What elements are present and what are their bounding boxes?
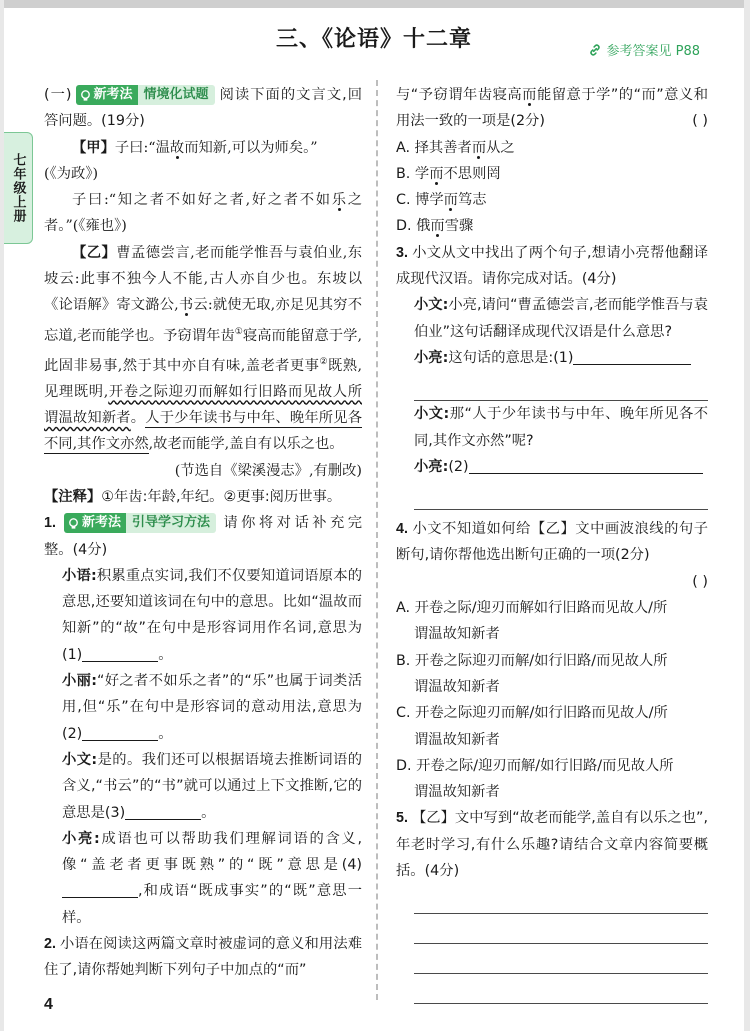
q3-dialogue-4 [414, 454, 708, 480]
option-post: 雪骤 [444, 218, 474, 235]
q2-option[interactable] [396, 213, 708, 239]
dotted-char: 而 [429, 165, 444, 182]
new-method-badge [76, 85, 215, 105]
section-intro-text: 阅读下面的文言文,回答问题。(19分) [44, 87, 363, 130]
section-intro [44, 82, 362, 135]
dialogue-text: 小亮,请问“曹孟德尝言,老而能学惟吾与袁伯业”这句话翻译成现代汉语是什么意思? [414, 297, 708, 340]
answer-blank[interactable] [82, 645, 158, 662]
badge-sub-text: 引导学习方法 [126, 513, 216, 533]
text-a-line2-post: 之者。”(《雍也》) [44, 192, 363, 235]
question-number: 2. [44, 936, 56, 953]
note-marker-1: ① [234, 326, 243, 337]
dialogue-text: 那“人于少年读书与中年、晚年所见各不同,其作文亦然”呢? [414, 406, 708, 449]
q2-option[interactable] [396, 187, 708, 213]
speaker: 小亮: [414, 349, 449, 366]
option-pre: B. 学 [396, 165, 430, 182]
page-title: 三、《论语》十二章 [275, 26, 472, 52]
q4-stem-text: 小文不知道如何给【乙】文中画波浪线的句子断句,请你帮他选出断句正确的一项(2分) [396, 521, 708, 564]
answer-ref-text: 参考答案见 P88 [606, 44, 700, 59]
q2-option[interactable] [396, 135, 708, 161]
option-pre: D. 俄 [396, 218, 431, 235]
column-divider [376, 80, 378, 1000]
notes [44, 484, 362, 510]
q2-stem-left [44, 931, 362, 984]
q1-stem-text: 请你将对话补充完整。(4分) [44, 515, 362, 558]
q3-dialogue-2 [414, 345, 708, 371]
answer-blank[interactable] [62, 881, 138, 898]
text-b-part4: 既熟,见理既明, [44, 357, 363, 400]
q1-dialogue-3 [62, 747, 362, 826]
speaker: 小亮: [414, 458, 449, 475]
dialogue-text: 这句话的意思是:(1) [448, 349, 574, 366]
workbook-page [4, 0, 744, 1031]
q2-stem-right-b: 能留意于学”的“而”意义和用法一致的一项是(2分) [396, 87, 709, 130]
answer-line[interactable] [414, 480, 708, 510]
answer-blank[interactable] [469, 457, 703, 474]
answer-line[interactable] [414, 884, 708, 914]
text-b-part2: 云:就使无取,亦足见其穷不忘道,老而能学也。予窃谓年齿 [44, 297, 363, 344]
dialogue-end: 。 [158, 646, 173, 663]
q4-option-cont: 谓温故知新者 [414, 784, 500, 801]
dotted-char: 故 [169, 139, 185, 156]
q4-option[interactable]: C. 开卷之际迎刃而解/如行旧路而见故人/所 [396, 705, 668, 722]
notes-label: 【注释】 [44, 488, 102, 505]
q1-stem [44, 510, 362, 563]
option-pre: C. 博学 [396, 192, 444, 209]
dialogue-text: (2) [448, 458, 469, 475]
q2-stem-right [396, 82, 708, 135]
question-number: 5. [396, 810, 408, 827]
question-number: 4. [396, 521, 408, 538]
text-b [44, 240, 362, 458]
answer-blank[interactable] [125, 803, 201, 820]
q3-dialogue-1 [414, 292, 708, 345]
answer-line[interactable] [414, 974, 708, 1004]
text-a-label: 【甲】 [72, 139, 115, 156]
dotted-char: 而 [430, 218, 445, 235]
q1-dialogue-4 [62, 826, 362, 931]
text-b-source: (节选自《梁溪漫志》,有删改) [174, 462, 362, 479]
dotted-char: 书 [178, 297, 194, 314]
option-post: 不思则罔 [443, 165, 501, 182]
question-number: 3. [396, 244, 408, 261]
q4-option-cont: 谓温故知新者 [414, 731, 500, 748]
speaker: 小亮: [62, 830, 100, 847]
dialogue-text: 是的。我们还可以根据语境去推断词语的含义,“书云”的“书”就可以通过上下文推断,它的意思是(3) [62, 751, 363, 821]
speaker: 小语: [62, 567, 97, 584]
text-a-line2-pre: 子曰:“知之者不如好之者,好之者不如 [72, 192, 332, 209]
answer-blank[interactable] [82, 724, 158, 741]
option-post: 笃志 [457, 192, 487, 209]
q5-stem [396, 805, 708, 884]
lightbulb-icon [79, 89, 92, 102]
answer-line[interactable] [414, 914, 708, 944]
new-method-badge [64, 513, 216, 533]
notes-text: ①年齿:年龄,年纪。②更事:阅历世事。 [101, 488, 342, 505]
q5-answer-area[interactable] [396, 884, 708, 1004]
text-a-line1-post: 而知新,可以为师矣。” [184, 139, 318, 156]
speaker: 小文: [414, 406, 450, 423]
dialogue-end: ,和成语“既成事实”的“既”意思一样。 [62, 883, 362, 926]
q3-dialogue-3 [414, 401, 708, 454]
answer-parentheses[interactable]: ( ) [692, 573, 708, 590]
q4-option[interactable]: A. 开卷之际/迎刃而解如行旧路而见故人/所 [396, 600, 668, 617]
left-column [44, 82, 362, 984]
q2-options [396, 135, 708, 240]
badge-sub-text: 情境化试题 [138, 85, 215, 105]
dotted-char: 而 [522, 87, 537, 103]
answer-reference [588, 40, 700, 59]
text-b-part1: 曹孟德尝言,老而能学惟吾与袁伯业,东坡云:此事不独今人不能,古人亦自少也。东坡以《论语解》寄文潞公, [44, 244, 362, 314]
text-b-label: 【乙】 [72, 244, 117, 261]
q1-dialogue-1 [62, 563, 362, 668]
link-icon [588, 43, 602, 57]
speaker: 小文: [62, 751, 98, 768]
page-number: 4 [44, 996, 53, 1013]
dialogue-text: “好之者不如乐之者”的“乐”也属于词类活用,但“乐”在句中是形容词的意动用法,意思为(2) [62, 673, 362, 742]
underlined-sentence: 人于少年读书与中年、晚年所见各不同,其作文亦然 [44, 410, 363, 453]
text-a-line1-src: (《为政》) [44, 165, 99, 182]
note-marker-2: ② [319, 356, 328, 367]
speaker: 小文: [414, 297, 449, 314]
section-prefix: (一) [44, 87, 72, 103]
q4-option-cont: 谓温故知新者 [414, 678, 500, 695]
dialogue-text: 积累重点实词,我们不仅要知道词语原本的意思,还要知道该词在句中的意思。比如“温故而知新”的“故”在句中是形容词用作名词,意思为(1) [62, 567, 363, 663]
q4-option-cont: 谓温故知新者 [414, 626, 500, 643]
text-b-part6: ,故老而能学,盖自有以乐之也。 [148, 436, 344, 453]
right-column [396, 82, 708, 1004]
q2-option[interactable] [396, 161, 708, 187]
speaker: 小丽: [62, 673, 98, 690]
answer-line[interactable] [414, 371, 708, 401]
q2-stem-text: 小语在阅读这两篇文章时被虚词的意义和用法难住了,请你帮她判断下列句子中加点的“而” [44, 936, 362, 979]
dotted-char: 而 [443, 192, 458, 209]
q4-option[interactable]: B. 开卷之际迎刃而解/如行旧路/而见故人所 [396, 652, 668, 669]
q2-stem-right-a: 与“予窃谓年齿寝高 [396, 87, 523, 103]
grade-side-tab: 七年级上册 [4, 132, 33, 244]
q3-stem [396, 240, 708, 293]
text-b-part5: 。 [130, 410, 146, 427]
q1-dialogue-2 [62, 668, 362, 747]
answer-blank[interactable] [573, 348, 691, 365]
answer-parentheses[interactable]: ( ) [692, 113, 708, 130]
dialogue-end: 。 [158, 725, 173, 742]
badge-main-text: 新考法 [81, 515, 121, 531]
text-a-line1-pre: 子曰:“温 [114, 139, 170, 156]
top-bar [4, 0, 744, 8]
text-a-line2 [44, 187, 362, 240]
lightbulb-icon [67, 517, 80, 530]
q5-stem-text: 【乙】文中写到“故老而能学,盖自有以乐之也”,年老时学习,有什么乐趣?请结合文章内容简要概括。(4分) [396, 810, 708, 880]
text-a-line1 [44, 135, 362, 161]
q3-dialogue [396, 292, 708, 510]
question-number: 1. [44, 515, 56, 532]
q4-option[interactable]: D. 开卷之际/迎刃而解/如行旧路/而见故人所 [396, 757, 674, 774]
q1-dialogue [44, 563, 362, 931]
dialogue-end: 。 [201, 804, 216, 821]
dialogue-text: 成语也可以帮助我们理解词语的含义,像“盖老者更事既熟”的“既”意思是(4) [62, 830, 363, 874]
q3-stem-text: 小文从文中找出了两个句子,想请小亮帮他翻译成现代汉语。请你完成对话。(4分) [396, 244, 708, 288]
dotted-char: 乐 [331, 192, 348, 209]
answer-line[interactable] [414, 944, 708, 974]
option-post: 从之 [486, 139, 515, 156]
dotted-char: 而 [471, 139, 487, 156]
option-pre: A. 择其善者 [396, 139, 472, 156]
q4-stem [396, 516, 708, 569]
badge-main-text: 新考法 [93, 87, 133, 102]
text-b-part3: 寝高而能留意于学,此固非易事,然于其中亦自有味,盖老者更事 [44, 327, 363, 374]
wavy-underlined-sentence: 开卷之际迎刃而解如行旧路而见故人所谓温故知新者 [44, 383, 362, 427]
q4-options [396, 595, 708, 805]
